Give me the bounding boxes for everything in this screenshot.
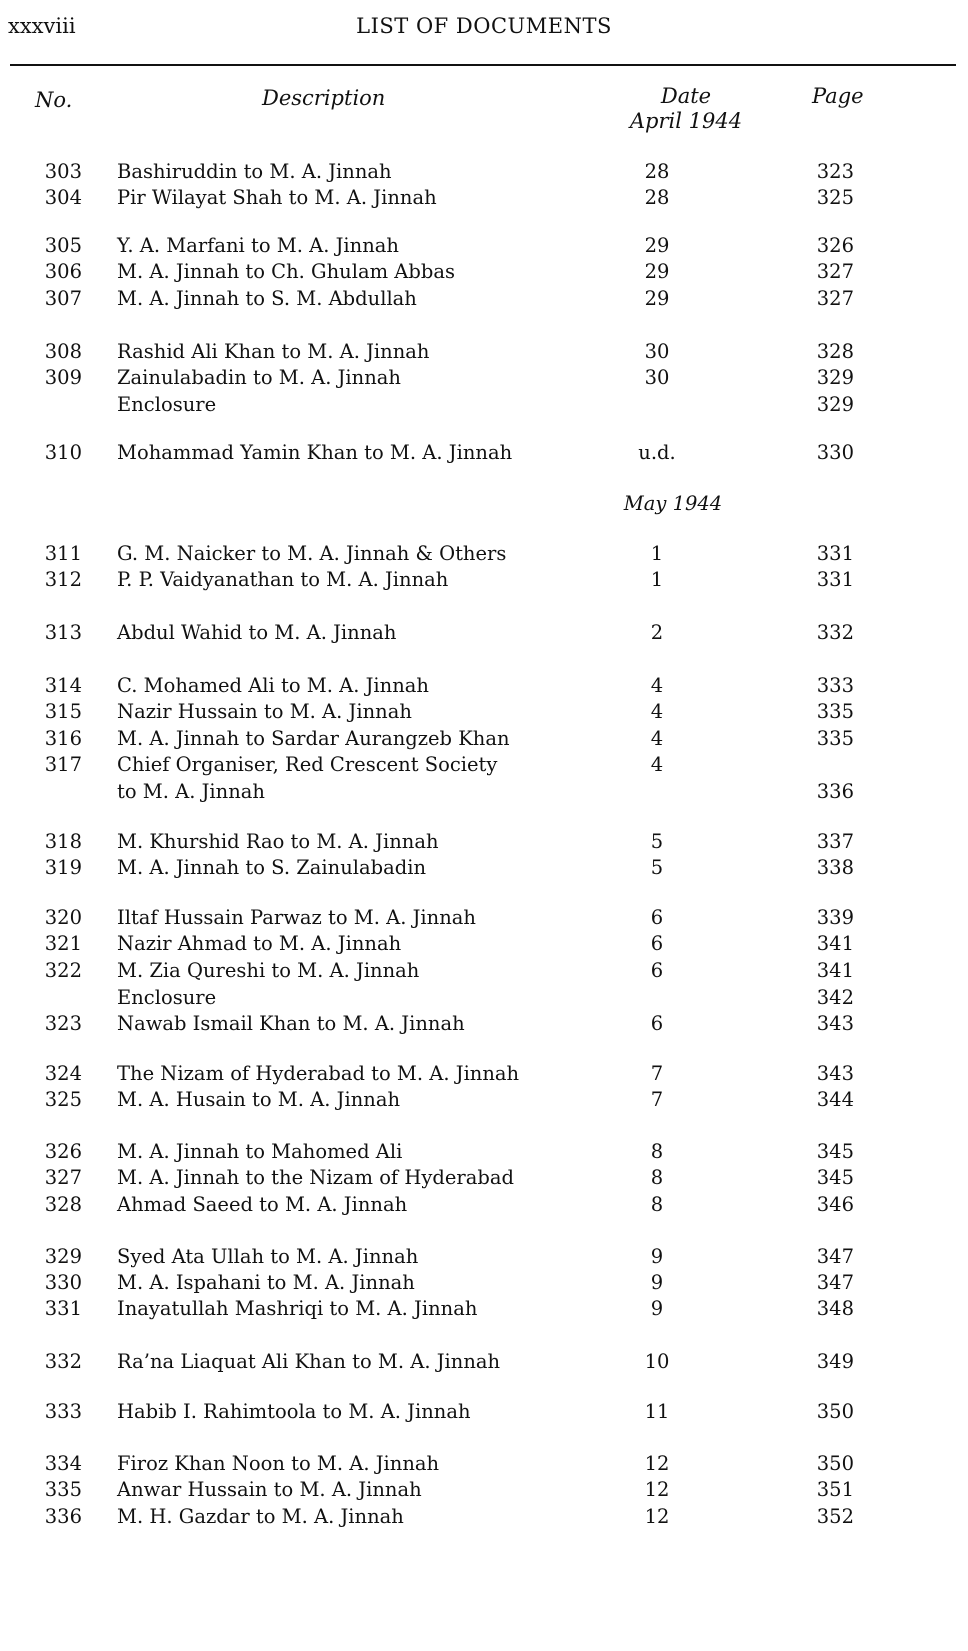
document-description: Rashid Ali Khan to M. A. Jinnah <box>117 340 430 363</box>
document-page: 328 <box>816 340 854 363</box>
document-page: 325 <box>816 186 854 209</box>
document-description: Abdul Wahid to M. A. Jinnah <box>117 621 397 644</box>
column-header-page: Page <box>812 84 864 108</box>
document-description: M. A. Jinnah to Ch. Ghulam Abbas <box>117 260 455 283</box>
document-number: 327 <box>44 1166 82 1189</box>
document-date: u.d. <box>638 441 676 464</box>
document-description: Nazir Ahmad to M. A. Jinnah <box>117 932 402 955</box>
column-header-description: Description <box>262 86 386 110</box>
document-date: 29 <box>644 287 670 310</box>
document-page: 345 <box>816 1140 854 1163</box>
document-date: 9 <box>650 1297 664 1320</box>
document-number: 303 <box>44 160 82 183</box>
document-page: 344 <box>816 1088 854 1111</box>
document-description: The Nizam of Hyderabad to M. A. Jinnah <box>117 1062 520 1085</box>
document-description: M. A. Jinnah to the Nizam of Hyderabad <box>117 1166 514 1189</box>
document-description: Pir Wilayat Shah to M. A. Jinnah <box>117 186 437 209</box>
document-description: Habib I. Rahimtoola to M. A. Jinnah <box>117 1400 471 1423</box>
document-description: Chief Organiser, Red Crescent Society <box>117 753 498 776</box>
document-number: 314 <box>44 674 82 697</box>
document-number: 309 <box>44 366 82 389</box>
document-date: 11 <box>644 1400 670 1423</box>
document-description: Y. A. Marfani to M. A. Jinnah <box>117 234 399 257</box>
document-description: M. Khurshid Rao to M. A. Jinnah <box>117 830 439 853</box>
document-page: 327 <box>816 260 854 283</box>
document-number: 333 <box>44 1400 82 1423</box>
document-page: 338 <box>816 856 854 879</box>
document-number: 311 <box>44 542 82 565</box>
document-page: 346 <box>816 1193 854 1216</box>
document-date: 8 <box>650 1166 664 1189</box>
document-date: 30 <box>644 366 670 389</box>
page-number: xxxviii <box>8 14 76 38</box>
document-number: 315 <box>44 700 82 723</box>
document-date: 5 <box>650 830 664 853</box>
document-page: 329 <box>816 366 854 389</box>
document-page: 343 <box>816 1062 854 1085</box>
document-number: 332 <box>44 1350 82 1373</box>
document-date: 29 <box>644 260 670 283</box>
document-number: 324 <box>44 1062 82 1085</box>
document-date: 4 <box>650 700 664 723</box>
document-description: Enclosure <box>117 393 217 416</box>
document-date: 9 <box>650 1271 664 1294</box>
document-number: 319 <box>44 856 82 879</box>
document-date: 9 <box>650 1245 664 1268</box>
document-number: 335 <box>44 1478 82 1501</box>
document-description: Zainulabadin to M. A. Jinnah <box>117 366 401 389</box>
document-date: 28 <box>644 186 670 209</box>
document-description: Ahmad Saeed to M. A. Jinnah <box>117 1193 408 1216</box>
document-date: 6 <box>650 932 664 955</box>
document-description: P. P. Vaidyanathan to M. A. Jinnah <box>117 568 449 591</box>
column-header-no: No. <box>35 88 73 112</box>
document-number: 331 <box>44 1297 82 1320</box>
document-date: 12 <box>644 1452 670 1475</box>
document-page: 337 <box>816 830 854 853</box>
document-date: 6 <box>650 1012 664 1035</box>
document-date: 8 <box>650 1193 664 1216</box>
document-number: 305 <box>44 234 82 257</box>
document-description: Enclosure <box>117 986 217 1009</box>
document-page: 347 <box>816 1271 854 1294</box>
document-page: 349 <box>816 1350 854 1373</box>
page-title: LIST OF DOCUMENTS <box>356 14 612 38</box>
document-number: 316 <box>44 727 82 750</box>
document-number: 330 <box>44 1271 82 1294</box>
document-date: 12 <box>644 1478 670 1501</box>
document-page: 333 <box>816 674 854 697</box>
document-date: 4 <box>650 727 664 750</box>
document-description: Nazir Hussain to M. A. Jinnah <box>117 700 412 723</box>
document-description: Nawab Ismail Khan to M. A. Jinnah <box>117 1012 465 1035</box>
document-number: 322 <box>44 959 82 982</box>
document-date: 7 <box>650 1088 664 1111</box>
document-number: 310 <box>44 441 82 464</box>
document-page: 341 <box>816 932 854 955</box>
document-page: 323 <box>816 160 854 183</box>
document-date: 8 <box>650 1140 664 1163</box>
document-description: Mohammad Yamin Khan to M. A. Jinnah <box>117 441 513 464</box>
document-date: 1 <box>650 568 664 591</box>
document-number: 304 <box>44 186 82 209</box>
document-number: 313 <box>44 621 82 644</box>
document-page: 326 <box>816 234 854 257</box>
document-description: Iltaf Hussain Parwaz to M. A. Jinnah <box>117 906 476 929</box>
document-page: 331 <box>816 568 854 591</box>
document-description: Inayatullah Mashriqi to M. A. Jinnah <box>117 1297 478 1320</box>
document-page: 348 <box>816 1297 854 1320</box>
document-page: 336 <box>816 780 854 803</box>
document-description: M. A. Ispahani to M. A. Jinnah <box>117 1271 415 1294</box>
document-number: 307 <box>44 287 82 310</box>
document-number: 329 <box>44 1245 82 1268</box>
document-description: M. Zia Qureshi to M. A. Jinnah <box>117 959 420 982</box>
document-page: 347 <box>816 1245 854 1268</box>
document-date: 28 <box>644 160 670 183</box>
document-date: 4 <box>650 674 664 697</box>
document-page: 341 <box>816 959 854 982</box>
document-number: 334 <box>44 1452 82 1475</box>
document-date: 12 <box>644 1505 670 1528</box>
document-number: 336 <box>44 1505 82 1528</box>
document-date: 4 <box>650 753 664 776</box>
document-date: 1 <box>650 542 664 565</box>
document-page: 351 <box>816 1478 854 1501</box>
document-date: 6 <box>650 906 664 929</box>
document-number: 318 <box>44 830 82 853</box>
document-description: Ra’na Liaquat Ali Khan to M. A. Jinnah <box>117 1350 501 1373</box>
document-description: M. A. Jinnah to S. Zainulabadin <box>117 856 427 879</box>
document-number: 321 <box>44 932 82 955</box>
document-date: 5 <box>650 856 664 879</box>
document-date: 7 <box>650 1062 664 1085</box>
document-description: Bashiruddin to M. A. Jinnah <box>117 160 392 183</box>
document-date: 10 <box>644 1350 670 1373</box>
document-date: 30 <box>644 340 670 363</box>
document-page: 350 <box>816 1452 854 1475</box>
column-header-date-label: Date <box>660 84 712 108</box>
document-number: 306 <box>44 260 82 283</box>
document-description: M. A. Jinnah to S. M. Abdullah <box>117 287 417 310</box>
document-page: 350 <box>816 1400 854 1423</box>
document-page: 335 <box>816 727 854 750</box>
document-description: M. A. Jinnah to Mahomed Ali <box>117 1140 403 1163</box>
document-page: 352 <box>816 1505 854 1528</box>
document-page: 345 <box>816 1166 854 1189</box>
document-number: 326 <box>44 1140 82 1163</box>
document-page: 327 <box>816 287 854 310</box>
document-number: 328 <box>44 1193 82 1216</box>
document-description: G. M. Naicker to M. A. Jinnah & Others <box>117 542 507 565</box>
document-description: C. Mohamed Ali to M. A. Jinnah <box>117 674 429 697</box>
document-description: Firoz Khan Noon to M. A. Jinnah <box>117 1452 440 1475</box>
document-date: 29 <box>644 234 670 257</box>
document-description: M. A. Jinnah to Sardar Aurangzeb Khan <box>117 727 510 750</box>
document-date: 2 <box>650 621 664 644</box>
document-description: to M. A. Jinnah <box>117 780 265 803</box>
month-heading: May 1944 <box>623 492 723 515</box>
document-description: Syed Ata Ullah to M. A. Jinnah <box>117 1245 419 1268</box>
document-number: 317 <box>44 753 82 776</box>
document-number: 320 <box>44 906 82 929</box>
document-page: 330 <box>816 441 854 464</box>
document-page: 342 <box>816 986 854 1009</box>
document-number: 312 <box>44 568 82 591</box>
document-description: Anwar Hussain to M. A. Jinnah <box>117 1478 422 1501</box>
column-header-date-month: April 1944 <box>629 109 743 133</box>
document-number: 323 <box>44 1012 82 1035</box>
document-description: M. H. Gazdar to M. A. Jinnah <box>117 1505 404 1528</box>
document-page: 339 <box>816 906 854 929</box>
document-page: 332 <box>816 621 854 644</box>
document-page: 335 <box>816 700 854 723</box>
document-page: 343 <box>816 1012 854 1035</box>
document-page: 331 <box>816 542 854 565</box>
document-date: 6 <box>650 959 664 982</box>
document-number: 325 <box>44 1088 82 1111</box>
document-description: M. A. Husain to M. A. Jinnah <box>117 1088 401 1111</box>
document-number: 308 <box>44 340 82 363</box>
document-page: 329 <box>816 393 854 416</box>
